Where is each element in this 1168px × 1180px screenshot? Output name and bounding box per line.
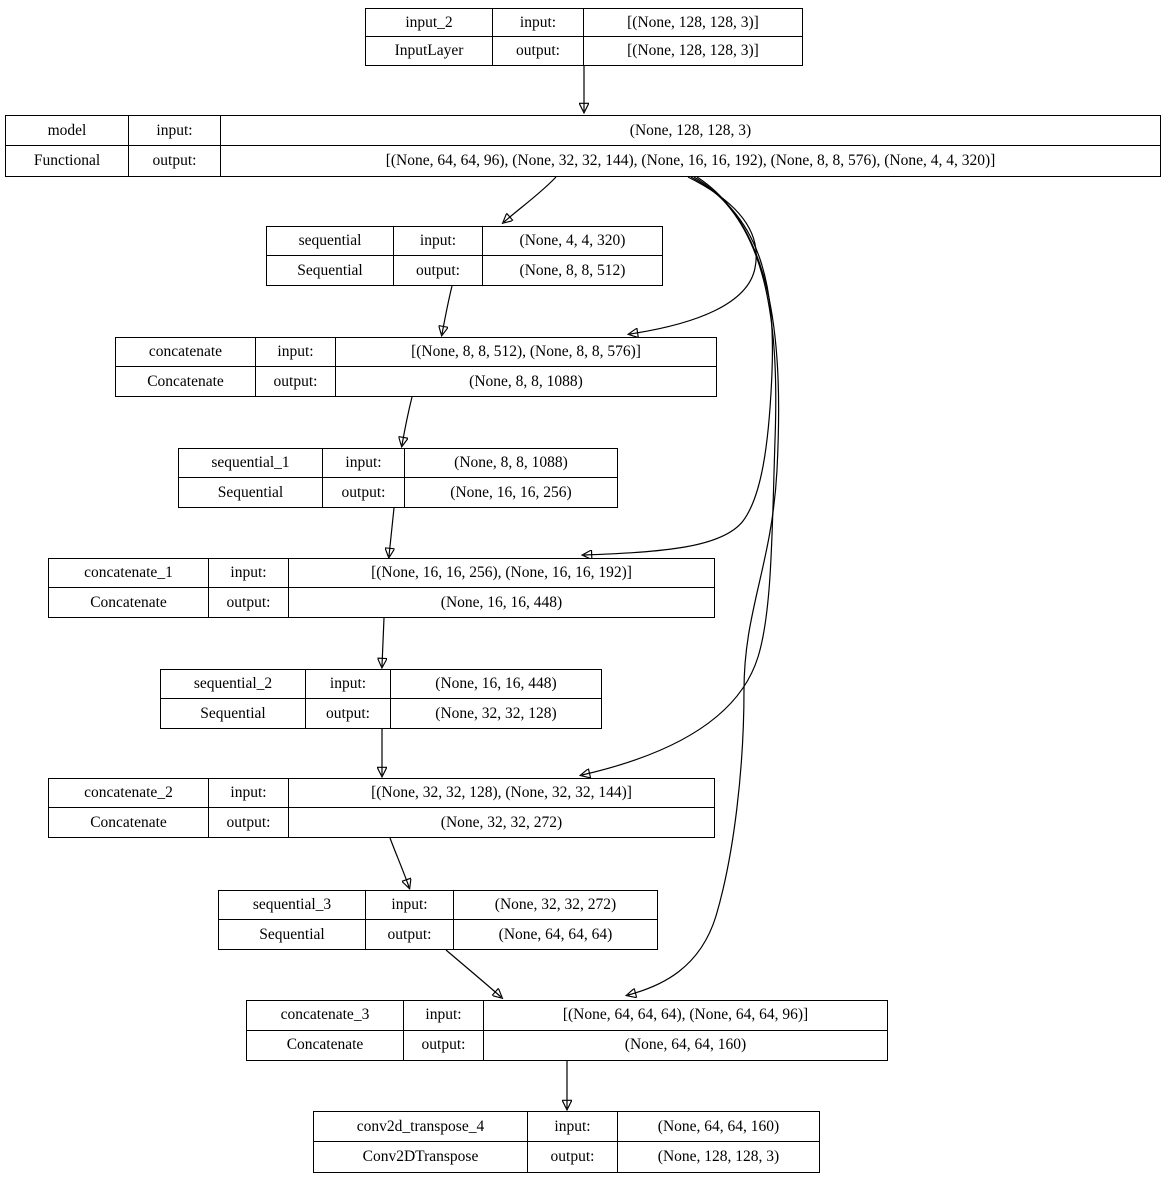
- layer-type: Concatenate: [116, 367, 256, 396]
- node-conv2d_transpose_4: [313, 1111, 820, 1173]
- output-shape: [(None, 128, 128, 3)]: [627, 42, 759, 59]
- layer-name: sequential_2: [161, 670, 306, 699]
- layer-name: sequential_1: [179, 449, 323, 478]
- output-shape: (None, 32, 32, 128): [435, 704, 557, 722]
- input-label: input:: [528, 1112, 618, 1142]
- layer-type: Functional: [6, 146, 129, 176]
- layer-name: sequential: [267, 227, 394, 256]
- node-concatenate_1: [48, 558, 715, 618]
- layer-type: InputLayer: [366, 37, 493, 65]
- input-shape: (None, 8, 8, 1088): [405, 449, 617, 478]
- output-shape: (None, 16, 16, 448): [440, 593, 563, 611]
- edge-concatenate_2-to-sequential_3: [390, 838, 409, 887]
- input-label: input:: [209, 559, 289, 588]
- output-label: output:: [528, 1142, 618, 1172]
- input-label: input:: [493, 9, 584, 37]
- output-label: output:: [306, 699, 391, 728]
- output-label: output:: [323, 478, 405, 507]
- layer-type: Sequential: [161, 699, 306, 728]
- node-input_2: [365, 8, 803, 66]
- input-label: input:: [209, 779, 289, 808]
- layer-type: Concatenate: [247, 1031, 404, 1061]
- output-shape: [(None, 64, 64, 96), (None, 32, 32, 144), (None, 16, 16, 192), (None, 8, 8, 576), (None, 4, 4, 320)]: [385, 152, 996, 169]
- input-label: input:: [394, 227, 483, 256]
- layer-name: model: [6, 116, 129, 146]
- node-concatenate_2: [48, 778, 715, 838]
- edge-concatenate_1-to-sequential_2: [382, 618, 384, 666]
- edge-sequential_3-to-concatenate_3: [446, 950, 501, 997]
- input-label: input:: [256, 338, 336, 367]
- edge-model-to-sequential: [504, 177, 556, 222]
- output-shape: (None, 128, 128, 3): [657, 1148, 780, 1165]
- input-shape: (None, 128, 128, 3): [221, 116, 1160, 146]
- output-shape: (None, 8, 8, 512): [519, 261, 626, 279]
- layer-type: Sequential: [219, 920, 366, 949]
- node-sequential_2: [160, 669, 602, 729]
- output-label: output:: [129, 146, 221, 176]
- layer-type: Concatenate: [49, 588, 209, 617]
- output-label: output:: [209, 588, 289, 617]
- layer-type: Concatenate: [49, 808, 209, 837]
- node-sequential_3: [218, 890, 658, 950]
- input-shape: (None, 16, 16, 448): [391, 670, 601, 699]
- output-label: output:: [366, 920, 454, 949]
- layer-type: Sequential: [267, 256, 394, 285]
- output-label: output:: [256, 367, 336, 396]
- node-concatenate: [115, 337, 717, 397]
- node-sequential_1: [178, 448, 618, 508]
- input-label: input:: [129, 116, 221, 146]
- input-shape: [(None, 8, 8, 512), (None, 8, 8, 576)]: [336, 338, 716, 367]
- input-label: input:: [306, 670, 391, 699]
- input-shape: (None, 64, 64, 160): [618, 1112, 819, 1142]
- output-shape: (None, 8, 8, 1088): [469, 372, 583, 390]
- output-shape: (None, 16, 16, 256): [450, 483, 572, 501]
- output-label: output:: [394, 256, 483, 285]
- input-shape: (None, 32, 32, 272): [454, 891, 657, 920]
- layer-name: input_2: [366, 9, 493, 37]
- output-shape: (None, 32, 32, 272): [440, 813, 563, 831]
- input-shape: (None, 4, 4, 320): [483, 227, 662, 256]
- input-shape: [(None, 32, 32, 128), (None, 32, 32, 144)]: [289, 779, 714, 808]
- edge-concatenate-to-sequential_1: [402, 397, 412, 445]
- output-shape: (None, 64, 64, 64): [498, 925, 613, 943]
- output-label: output:: [404, 1031, 484, 1061]
- layer-name: concatenate_2: [49, 779, 209, 808]
- layer-name: concatenate_3: [247, 1001, 404, 1031]
- input-label: input:: [323, 449, 405, 478]
- input-label: input:: [366, 891, 454, 920]
- input-shape: [(None, 64, 64, 64), (None, 64, 64, 96)]: [484, 1001, 887, 1031]
- output-label: output:: [209, 808, 289, 837]
- edge-sequential_1-to-concatenate_1: [389, 508, 394, 556]
- output-shape: (None, 64, 64, 160): [624, 1036, 747, 1054]
- node-model: [5, 115, 1161, 177]
- node-concatenate_3: [246, 1000, 888, 1061]
- layer-name: concatenate: [116, 338, 256, 367]
- output-label: output:: [493, 37, 584, 65]
- layer-name: concatenate_1: [49, 559, 209, 588]
- node-sequential: [266, 226, 663, 286]
- layer-name: conv2d_transpose_4: [314, 1112, 528, 1142]
- layer-type: Conv2DTranspose: [314, 1142, 528, 1172]
- input-shape: [(None, 16, 16, 256), (None, 16, 16, 192)]: [289, 559, 714, 588]
- input-label: input:: [404, 1001, 484, 1031]
- edge-sequential-to-concatenate: [442, 286, 452, 334]
- layer-type: Sequential: [179, 478, 323, 507]
- input-shape: [(None, 128, 128, 3)]: [584, 9, 802, 37]
- layer-name: sequential_3: [219, 891, 366, 920]
